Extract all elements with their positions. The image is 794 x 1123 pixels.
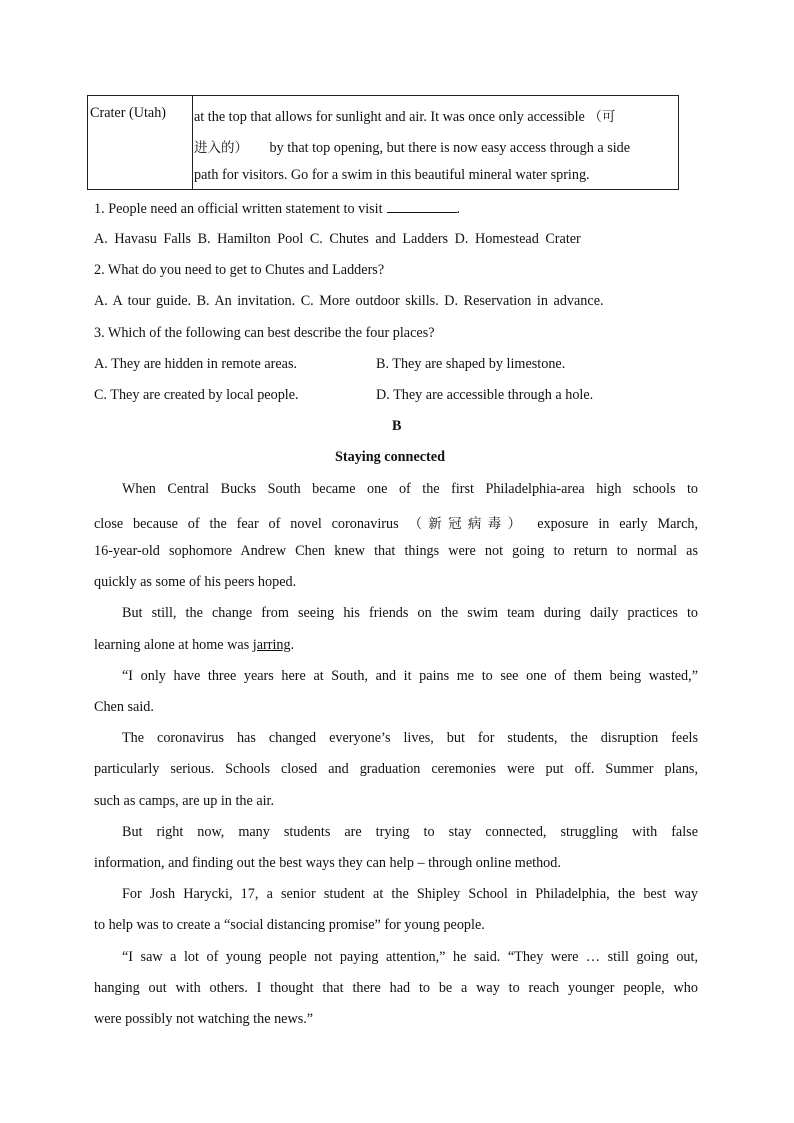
p7-line-2: hanging out with others. I thought that there had to be a way to reach younger people, who xyxy=(94,980,698,996)
question-1-options: A. Havasu Falls B. Hamilton Pool C. Chutes and Ladders D. Homestead Crater xyxy=(94,231,581,247)
p4-line-3: such as camps, are up in the air. xyxy=(94,793,275,809)
p3-line-1: “I only have three years here at South, and it pains me to see one of them being wasted,” xyxy=(122,668,698,684)
table-description-line-2 xyxy=(194,136,630,157)
question-3-option-b: B. They are shaped by limestone. xyxy=(376,356,566,372)
table-description-line-1 xyxy=(194,105,615,126)
place-name-cell: Crater (Utah) xyxy=(90,105,167,121)
answer-blank[interactable] xyxy=(387,200,457,213)
table-cjk-note: （可 xyxy=(588,109,616,125)
p1-text: exposure in early March, xyxy=(537,516,699,532)
underlined-word: jarring xyxy=(252,637,291,653)
table-cjk-note: 进入的） xyxy=(194,140,248,156)
p1-text: close because of the fear of novel coronavirus xyxy=(94,516,399,532)
p5-line-1: But right now, many students are trying to stay connected, struggling with false xyxy=(122,824,698,840)
table-description-line-3: path for visitors. Go for a swim in this beautiful mineral water spring. xyxy=(194,167,590,183)
p5-line-2: information, and finding out the best ways they can help – through online method. xyxy=(94,855,561,871)
p1-line-4: quickly as some of his peers hoped. xyxy=(94,574,297,590)
question-3: 3. Which of the following can best describe the four places? xyxy=(94,325,435,341)
question-2: 2. What do you need to get to Chutes and Ladders? xyxy=(94,262,385,278)
question-3-option-a: A. They are hidden in remote areas. xyxy=(94,356,298,372)
p4-line-2: particularly serious. Schools closed and graduation ceremonies were put off. Summer plans, xyxy=(94,761,698,777)
question-1-text: 1. People need an official written statement to visit xyxy=(94,201,383,217)
p7-line-3: were possibly not watching the news.” xyxy=(94,1011,314,1027)
p6-line-1: For Josh Harycki, 17, a senior student at the Shipley School in Philadelphia, the best way xyxy=(122,886,698,902)
p6-line-2: to help was to create a “social distancing promise” for young people. xyxy=(94,917,485,933)
passage-title: Staying connected xyxy=(335,449,445,465)
p1-line-3: 16-year-old sophomore Andrew Chen knew that things were not going to return to normal as xyxy=(94,543,698,559)
question-1 xyxy=(94,200,460,218)
p2-text: learning alone at home was xyxy=(94,637,250,653)
table-text: by that top opening, but there is now easy access through a side xyxy=(269,140,631,156)
p1-line-1: When Central Bucks South became one of the first Philadelphia-area high schools to xyxy=(122,481,698,497)
p2-text: . xyxy=(290,637,295,653)
question-1-end: . xyxy=(456,201,461,217)
p1-line-2 xyxy=(94,512,698,533)
table-divider xyxy=(192,96,193,189)
question-3-option-c: C. They are created by local people. xyxy=(94,387,299,403)
question-2-options: A. A tour guide. B. An invitation. C. More outdoor skills. D. Reservation in advance. xyxy=(94,293,604,309)
p1-cjk-note: （新冠病毒） xyxy=(408,516,528,532)
p7-line-1: “I saw a lot of young people not paying attention,” he said. “They were … still going out, xyxy=(122,949,698,965)
p4-line-1: The coronavirus has changed everyone’s lives, but for students, the disruption feels xyxy=(122,730,698,746)
places-table-row xyxy=(87,95,679,190)
question-3-option-d: D. They are accessible through a hole. xyxy=(376,387,594,403)
section-letter: B xyxy=(392,418,402,434)
table-text: at the top that allows for sunlight and air. It was once only accessible xyxy=(194,109,585,125)
p2-line-1: But still, the change from seeing his friends on the swim team during daily practices to xyxy=(122,605,698,621)
p3-line-2: Chen said. xyxy=(94,699,154,715)
p2-line-2 xyxy=(94,637,294,654)
